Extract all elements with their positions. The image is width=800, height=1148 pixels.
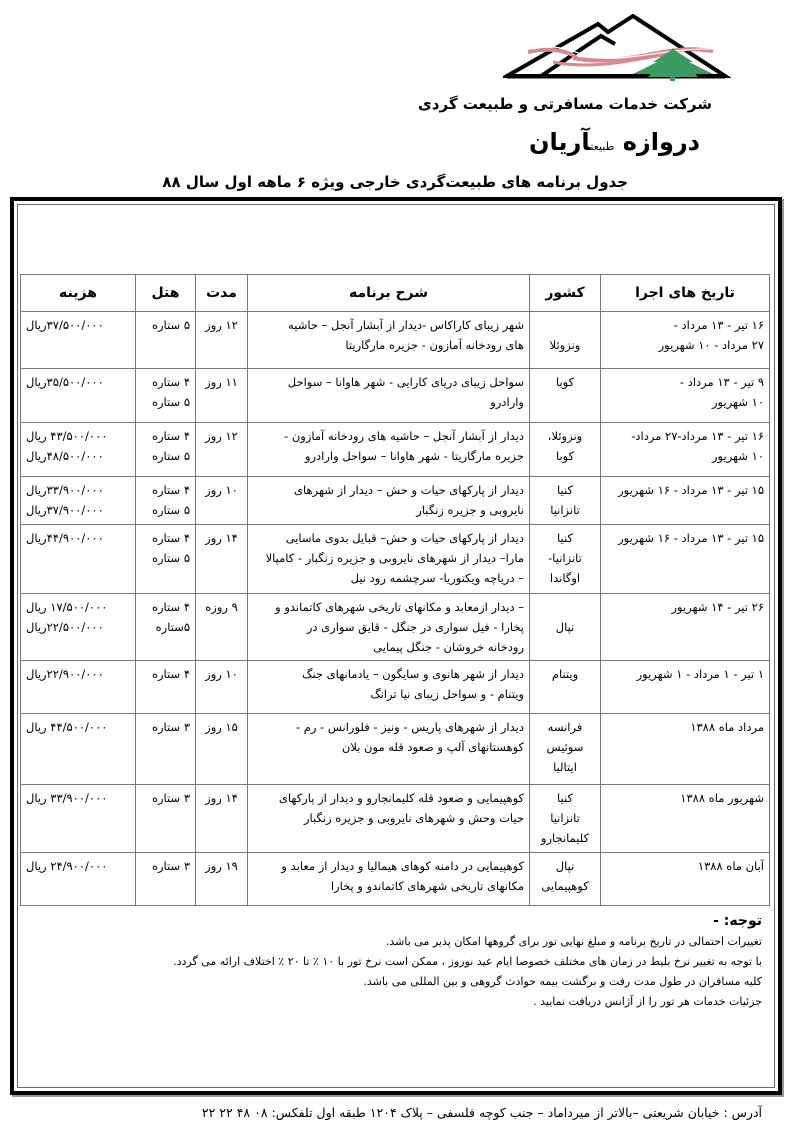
company-logo [503,14,731,82]
cell-country [530,714,601,785]
cell-description [248,477,530,525]
cell-country [530,369,601,423]
cell-hotel-line: ۵ستاره [155,620,190,634]
cell-hotel [136,477,196,525]
table-row [21,661,770,714]
cell-country-line [535,597,595,617]
note-item: با توجه به تغییر نرخ بلیط در زمان های مختلف خصوصا ایام عید نوروز ، ممکن است نرخ تور با ۱۰ ٪ تا ۲۰ ٪ اختلاف ارائه می گردد. [173,955,762,968]
cell-dates-line: ۱۰ شهریور [712,449,764,463]
cell-country-line: ونزوئلا [549,338,581,352]
cell-country-line: تانزانیا [550,503,580,517]
cell-dates-line: آبان ماه ۱۳۸۸ [697,859,764,873]
cell-country-line: کلیمانجارو [540,831,590,845]
cell-hotel [136,661,196,714]
cell-hotel-line: ۳ ستاره [151,859,190,873]
cell-description [248,525,530,594]
cell-dates-line: ۲۷ مرداد - ۱۰ شهریور [658,338,764,352]
cell-hotel-line: ۵ ستاره [151,449,190,463]
cell-dates [601,714,770,785]
cell-description-line: رودخانه خروشان - جنگل پیمایی [373,640,524,654]
cell-cost [21,714,136,785]
cell-country-line: کوبا [555,375,575,389]
cell-dates [601,661,770,714]
cell-duration: ۱۲ روز [196,423,248,477]
table-row [21,525,770,594]
cell-cost-line: ۲۲/۵۰۰/۰۰۰ریال [26,620,104,634]
cell-description-line: – دیدار ازمعابد و مکانهای تاریخی شهرهای کاتماندو و [275,600,524,614]
table-row [21,423,770,477]
cell-hotel-line: ۵ ستاره [151,551,190,565]
cell-description-line: دیدار از شهرهای پاریس - ونیز - فلورانس - رم - [295,720,524,734]
cell-dates [601,853,770,906]
cell-hotel [136,423,196,477]
cell-dates-line: ۱۶ تیر - ۱۳ مرداد-۲۷ مرداد- [631,429,764,443]
col-header-dates: تاریخ های اجرا [601,275,770,312]
table-row [21,369,770,423]
cell-country-line: کنیا [557,791,573,805]
note-item: کلیه مسافران در طول مدت رفت و برگشت بیمه حوادث گروهی و بین المللی می باشد. [363,975,762,988]
cell-country [530,785,601,853]
cell-hotel [136,525,196,594]
cell-country-line: کوهپیمایی [541,879,589,893]
cell-duration: ۱۰ روز [196,661,248,714]
cell-duration: ۱۱ روز [196,369,248,423]
cell-dates [601,785,770,853]
cell-cost-line: ۱۷/۵۰۰/۰۰۰ ریال [26,600,108,614]
cell-description [248,369,530,423]
note-item: تغییرات احتمالی در تاریخ برنامه و مبلغ نهایی تور برای گروهها امکان پذیر می باشد. [385,935,762,948]
col-header-cost: هزینه [21,275,136,312]
table-row [21,853,770,906]
cell-cost [21,594,136,661]
cell-cost-line: ۴۴/۵۰۰/۰۰۰ ریال [26,720,108,734]
brand-small-word: طبیعت [590,140,615,153]
col-header-country: کشور [530,275,601,312]
cell-cost-line: ۳۳/۹۰۰/۰۰۰ ریال [26,791,108,805]
cell-cost [21,525,136,594]
cell-description-line: های رودخانه آمازون - جزیره مارگاریتا [345,338,524,352]
cell-country-line [535,315,595,335]
cell-country-line: تانزانیا [550,811,580,825]
cell-description [248,785,530,853]
cell-description [248,853,530,906]
cell-country [530,423,601,477]
cell-duration: ۱۴ روز [196,525,248,594]
table-row [21,785,770,853]
brand-word-2: آریان [529,128,591,156]
cell-dates-line: ۹ تیر - ۱۳ مرداد - [679,375,764,389]
cell-country-line: نپال [555,620,575,634]
cell-hotel-line: ۵ ستاره [151,395,190,409]
cell-hotel [136,714,196,785]
cell-country [530,853,601,906]
cell-cost-line: ۴۴/۹۰۰/۰۰۰ریال [26,531,104,545]
cell-country [530,661,601,714]
table-row [21,714,770,785]
cell-hotel-line: ۵ ستاره [151,318,190,332]
cell-dates-line: ۱۶ تیر - ۱۳ مرداد - [673,318,764,332]
col-header-description: شرح برنامه [248,275,530,312]
cell-country-line: ویتنام [551,667,579,681]
col-header-duration: مدت [196,275,248,312]
cell-country [530,594,601,661]
cell-dates-line: ۱۰ شهریور [712,395,764,409]
cell-country-line: نپال [555,859,575,873]
cell-duration: ۱۴ روز [196,785,248,853]
cell-hotel [136,312,196,369]
cell-hotel [136,369,196,423]
cell-description-line: کوهستانهای آلپ و صعود قله مون بلان [341,740,524,754]
table-header-row [21,275,770,312]
cell-cost-line: ۴۳/۵۰۰/۰۰۰ ریال [26,429,108,443]
table-row [21,477,770,525]
cell-country-line: ایتالیا [553,760,577,774]
cell-hotel-line: ۴ ستاره [151,375,190,389]
footer-address: آدرس : خیابان شریعتی –بالاتر از میرداماد – جنب کوچه فلسفی – پلاک ۱۲۰۴ طبقه اول تلفکس: ۰۸ ۴۸ ۲۲ ۲۲ [201,1105,762,1120]
cell-description-line: کوهپیمایی و صعود قله کلیمانجارو و دیدار از پارکهای [278,791,524,805]
cell-country [530,312,601,369]
col-header-hotel: هتل [136,275,196,312]
cell-country-line: تانزانیا- [548,551,582,565]
cell-description-line: دیدار از پارکهای حیات و حش – دیدار از شهرهای [294,483,524,497]
cell-dates-line: شهریور ماه ۱۳۸۸ [680,791,764,805]
cell-duration: ۱۰ روز [196,477,248,525]
cell-cost-line: ۳۷/۵۰۰/۰۰۰ریال [26,318,104,332]
cell-cost-line: ۳۷/۹۰۰/۰۰۰ریال [26,503,104,517]
page-title: جدول برنامه های طبیعت‌گردی خارجی ویژه ۶ ماهه اول سال ۸۸ [162,173,628,191]
cell-cost-line: ۲۴/۹۰۰/۰۰۰ ریال [26,859,108,873]
table-row [21,312,770,369]
brand-word-1: دروازه [622,128,700,156]
cell-description [248,423,530,477]
cell-country-line: ونزوئلا، [547,429,583,443]
cell-description [248,714,530,785]
cell-dates [601,423,770,477]
cell-cost [21,369,136,423]
cell-description-line: – دریاچه ویکتوریا- سرچشمه رود نیل [350,571,524,585]
cell-cost-line: ۳۳/۹۰۰/۰۰۰ریال [26,483,104,497]
cell-cost [21,785,136,853]
cell-hotel-line: ۴ ستاره [151,600,190,614]
cell-cost [21,423,136,477]
cell-description [248,661,530,714]
cell-dates [601,477,770,525]
cell-hotel-line: ۴ ستاره [151,429,190,443]
cell-description-line: مکانهای تاریخی شهرهای کاتماندو و پخارا [330,879,524,893]
cell-hotel [136,853,196,906]
cell-country-line: کنیا [557,531,573,545]
cell-dates-line: ۱۵ تیر - ۱۳ مرداد - ۱۶ شهریور [618,531,764,545]
cell-duration: ۹ روزه [196,594,248,661]
cell-description-line: دیدار از شهر هانوی و سایگون – یادمانهای جنگ [302,667,524,681]
cell-description-line: نایروبی و جزیره زنگبار [416,503,524,517]
cell-cost-line: ۴۸/۵۰۰/۰۰۰ریال [26,449,104,463]
cell-duration: ۱۹ روز [196,853,248,906]
cell-dates-line: ۱۵ تیر - ۱۳ مرداد - ۱۶ شهریور [618,483,764,497]
cell-description-line: کوهپیمایی در دامنه کوهای هیمالیا و دیدار از معابد و [281,859,524,873]
cell-country [530,525,601,594]
cell-description-line: جزیره مارگاریتا - شهر هاوانا – سواحل وارادرو [304,449,524,463]
cell-dates-line: ۲۶ تیر - ۱۴ شهریور [671,600,764,614]
logo-mountain-inner [541,36,615,76]
cell-description [248,594,530,661]
cell-description-line: سواحل زیبای دریای کارایی - شهر هاوانا – سواحل [287,375,524,389]
cell-hotel-line: ۴ ستاره [151,483,190,497]
cell-duration: ۱۲ روز [196,312,248,369]
notes-heading: توجه: - [713,913,762,929]
cell-cost [21,477,136,525]
cell-description-line: دیدار از پارکهای حیات و حش– قبایل بدوی ماسایی [285,531,524,545]
cell-country [530,477,601,525]
cell-description-line: شهر زیبای کاراکاس -دیدار از آبشار آنجل – حاشیه [288,318,524,332]
cell-country-line: کوبا [555,449,575,463]
cell-dates [601,312,770,369]
cell-hotel [136,785,196,853]
cell-country-line: فرانسه [547,720,583,734]
cell-description-line: دیدار از آبشار آنجل – حاشیه های رودخانه آمازون - [284,429,524,443]
cell-dates [601,594,770,661]
cell-country-line: کنیا [557,483,573,497]
cell-cost [21,312,136,369]
cell-description-line: وارادرو [490,395,524,409]
cell-country-line: اوگاندا [549,571,581,585]
cell-hotel-line: ۴ ستاره [151,531,190,545]
cell-hotel-line: ۳ ستاره [151,791,190,805]
brand-name [529,128,700,156]
cell-dates [601,369,770,423]
table-row [21,594,770,661]
cell-duration: ۱۵ روز [196,714,248,785]
cell-dates-line: مرداد ماه ۱۳۸۸ [690,720,764,734]
cell-description-line: ویتنام - و سواحل زیبای نیا ترانگ [370,687,524,701]
cell-hotel-line: ۳ ستاره [151,720,190,734]
cell-description-line: پخارا - فیل سواری در جنگل - قایق سواری در [306,620,524,634]
cell-dates [601,525,770,594]
tours-table [20,274,770,906]
cell-description [248,312,530,369]
cell-description-line: حیات وحش و شهرهای نایروبی و جزیره زنگبار [303,811,524,825]
cell-country-line: سوئیس [546,740,584,754]
cell-cost [21,853,136,906]
cell-hotel-line: ۵ ستاره [151,503,190,517]
cell-cost-line: ۲۲/۹۰۰/۰۰۰ریال [26,667,104,681]
company-name: شرکت خدمات مسافرتی و طبیعت گردی [418,95,712,113]
notes-section [173,910,762,1012]
cell-description-line: مارا– دیدار از شهرهای نایروبی و جزیره زنگبار - کامپالا [265,551,524,565]
cell-hotel [136,594,196,661]
cell-hotel-line: ۴ ستاره [151,667,190,681]
cell-cost [21,661,136,714]
cell-cost-line: ۳۵/۵۰۰/۰۰۰ریال [26,375,104,389]
note-item: جزئیات خدمات هر تور را از آژانس دریافت نمایید . [533,995,762,1008]
cell-dates-line: ۱ تیر - ۱ مرداد - ۱ شهریور [636,667,764,681]
